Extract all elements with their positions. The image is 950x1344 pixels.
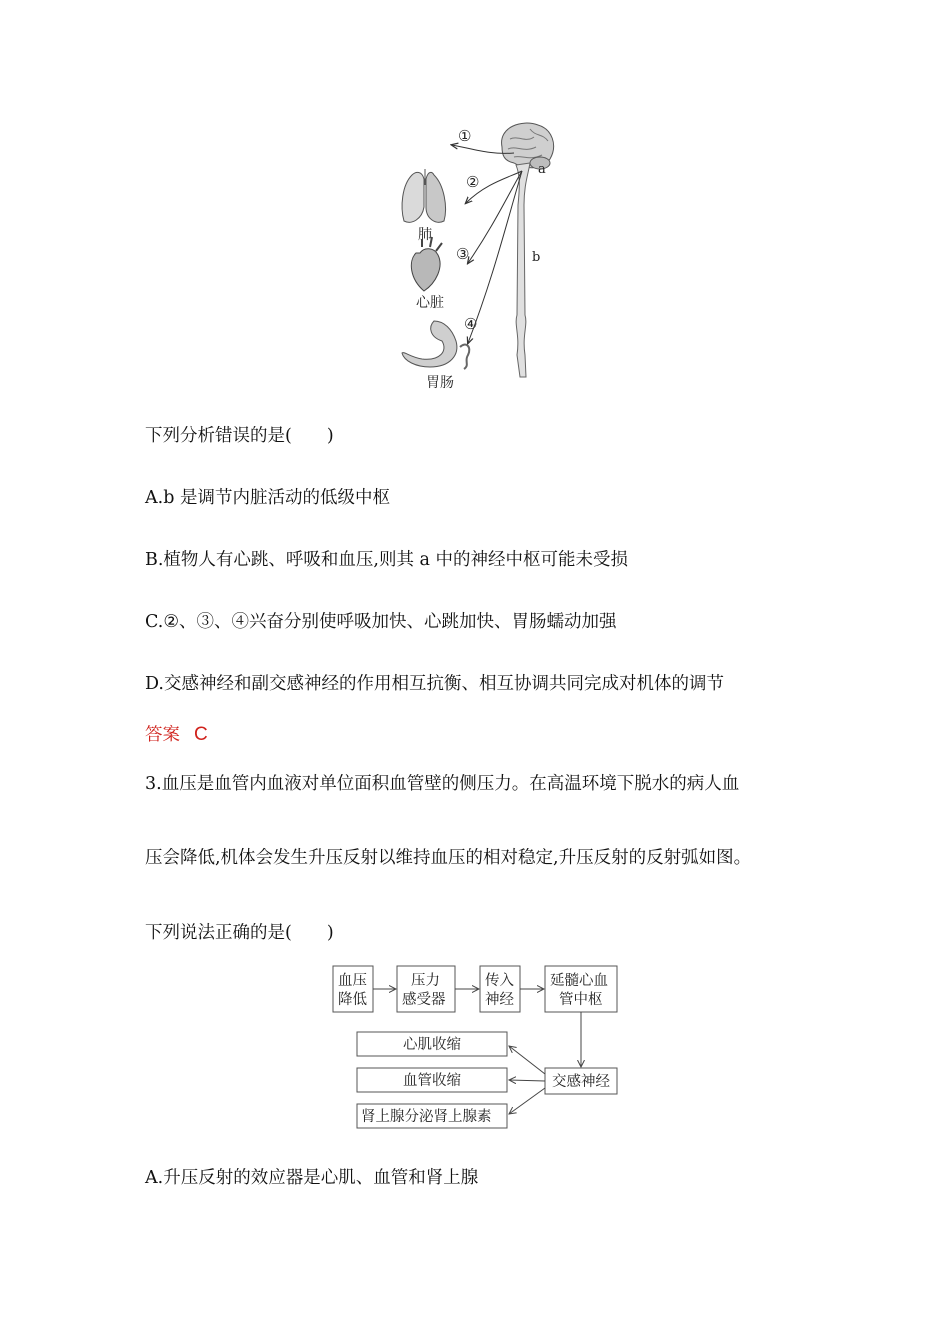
q3-stem-line1: 3.血压是血管内血液对单位面积血管壁的侧压力。在高温环境下脱水的病人血 bbox=[145, 774, 740, 794]
heart-illustration bbox=[411, 237, 442, 291]
label-3: ③ bbox=[456, 245, 470, 263]
box-baroreceptor-text2: 感受器 bbox=[402, 992, 446, 1008]
label-4: ④ bbox=[464, 315, 478, 333]
label-1: ① bbox=[458, 127, 472, 145]
q2-option-b: B.植物人有心跳、呼吸和血压,则其 a 中的神经中枢可能未受损 bbox=[145, 550, 629, 570]
q3-stem-line2: 压会降低,机体会发生升压反射以维持血压的相对稳定,升压反射的反射弧如图。 bbox=[145, 848, 752, 868]
box-bp-drop-text2: 降低 bbox=[338, 992, 367, 1008]
box-afferent-text1: 传入 bbox=[485, 973, 514, 989]
box-adrenaline-text: 肾上腺分泌肾上腺素 bbox=[361, 1109, 492, 1125]
nervous-system-figure bbox=[390, 115, 570, 395]
stomach-illustration bbox=[402, 321, 469, 369]
label-stomach: 胃肠 bbox=[426, 375, 454, 391]
box-vasoconstriction-text: 血管收缩 bbox=[403, 1073, 461, 1089]
label-heart: 心脏 bbox=[416, 295, 444, 311]
q2-option-c: C.②、③、④兴奋分别使呼吸加快、心跳加快、胃肠蠕动加强 bbox=[145, 612, 617, 632]
box-sympathetic-text: 交感神经 bbox=[552, 1074, 610, 1090]
q3-question: 下列说法正确的是( ) bbox=[145, 923, 334, 943]
box-medulla-text1: 延髓心血 bbox=[550, 973, 608, 989]
box-bp-drop-text1: 血压 bbox=[338, 973, 367, 989]
brain-illustration bbox=[502, 123, 554, 169]
q2-option-d: D.交感神经和副交感神经的作用相互抗衡、相互协调共同完成对机体的调节 bbox=[145, 674, 724, 694]
spinal-cord bbox=[516, 163, 530, 377]
box-afferent-text2: 神经 bbox=[485, 992, 514, 1008]
box-baroreceptor-text1: 压力 bbox=[411, 973, 440, 989]
q2-option-a: A.b 是调节内脏活动的低级中枢 bbox=[145, 488, 390, 508]
box-myocardium-text: 心肌收缩 bbox=[403, 1037, 461, 1053]
box-medulla-text2: 管中枢 bbox=[559, 992, 603, 1008]
answer-value: C bbox=[194, 724, 208, 745]
label-lung: 肺 bbox=[418, 227, 432, 243]
label-2: ② bbox=[466, 173, 480, 191]
reflex-arc-diagram bbox=[325, 960, 625, 1135]
label-b: b bbox=[532, 250, 541, 265]
q2-stem: 下列分析错误的是( ) bbox=[145, 426, 334, 446]
lung-illustration bbox=[402, 169, 445, 222]
label-a: a bbox=[538, 162, 546, 177]
answer-label: 答案 bbox=[145, 725, 180, 745]
q2-answer bbox=[145, 721, 208, 746]
q3-option-a: A.升压反射的效应器是心肌、血管和肾上腺 bbox=[145, 1168, 479, 1188]
